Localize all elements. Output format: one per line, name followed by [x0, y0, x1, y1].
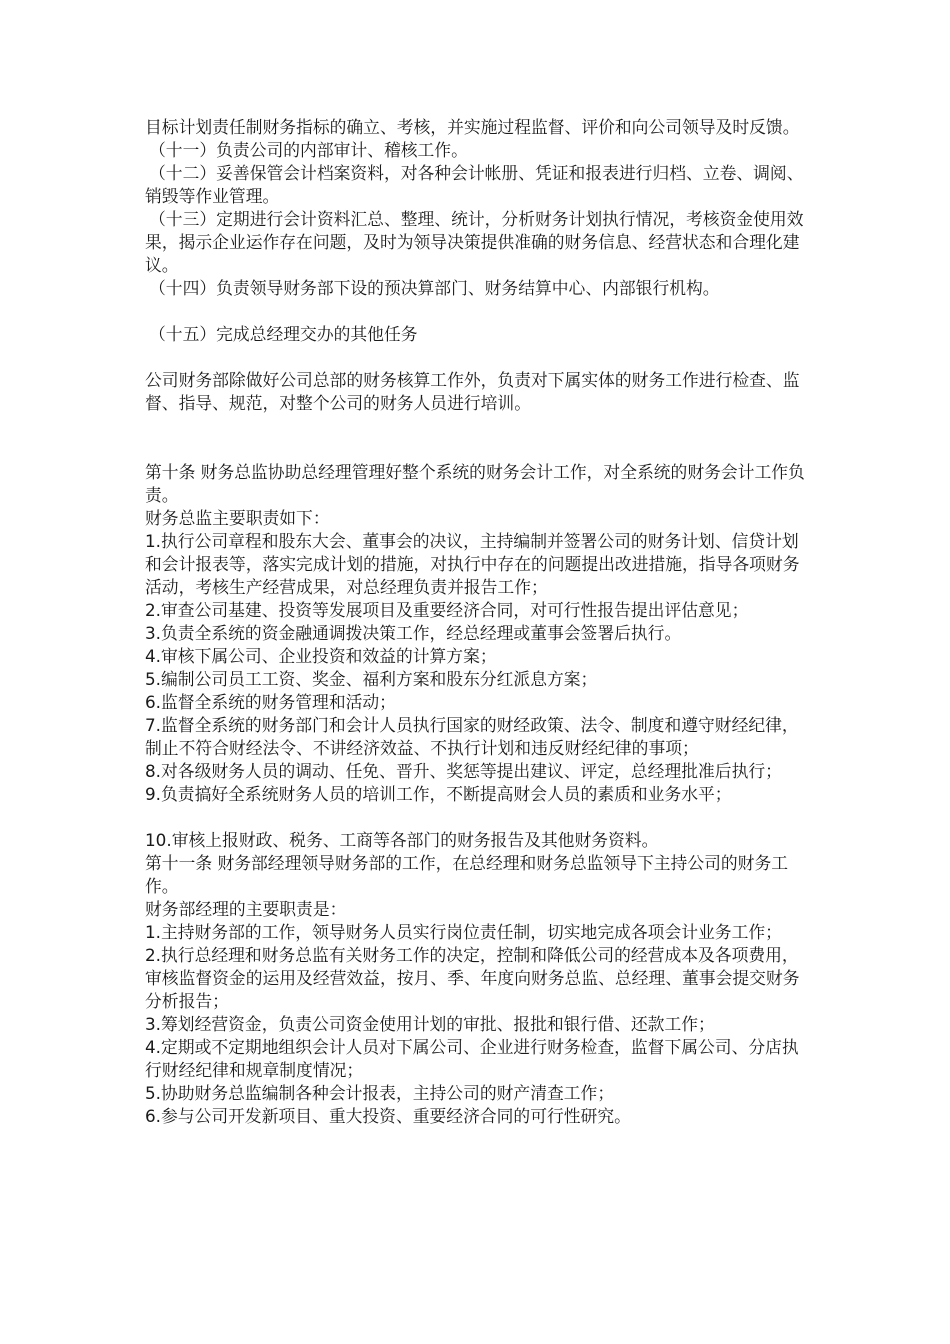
spacer [145, 415, 810, 461]
manager-duty-6: 6.参与公司开发新项目、重大投资、重要经济合同的可行性研究。 [145, 1106, 631, 1126]
manager-duty-3: 3.筹划经营资金，负责公司资金使用计划的审批、报批和银行借、还款工作； [145, 1014, 715, 1034]
manager-duties-intro: 财务部经理的主要职责是： [145, 899, 347, 919]
cfo-duty-5: 5.编制公司员工工资、奖金、福利方案和股东分红派息方案； [145, 669, 598, 689]
paragraph-item-14: （十四）负责领导财务部下设的预决算部门、财务结算中心、内部银行机构。 [149, 278, 720, 298]
cfo-duty-3: 3.负责全系统的资金融通调拨决策工作，经总经理或董事会签署后执行。 [145, 623, 682, 643]
manager-duty-4: 4.定期或不定期地组织会计人员对下属公司、企业进行财务检查，监督下属公司、分店执行财经纪律和规章制度情况； [145, 1037, 799, 1080]
cfo-duties-intro: 财务总监主要职责如下： [145, 508, 330, 528]
paragraph-item-15: （十五）完成总经理交办的其他任务 [149, 324, 418, 344]
document-page [145, 116, 810, 1128]
spacer [145, 806, 810, 829]
article-10-heading: 第十条 财务总监协助总经理管理好整个系统的财务会计工作，对全系统的财务会计工作负责。 [145, 462, 805, 505]
manager-duty-2: 2.执行总经理和财务总监有关财务工作的决定，控制和降低公司的经营成本及各项费用，审核监督资金的运用及经营效益，按月、季、年度向财务总监、总经理、董事会提交财务分析报告； [145, 945, 800, 1011]
cfo-duty-7: 7.监督全系统的财务部门和会计人员执行国家的财经政策、法令、制度和遵守财经纪律，制止不符合财经法令、不讲经济效益、不执行计划和违反财经纪律的事项； [145, 715, 799, 758]
cfo-duty-4: 4.审核下属公司、企业投资和效益的计算方案； [145, 646, 497, 666]
paragraph-item-11: （十一）负责公司的内部审计、稽核工作。 [149, 140, 468, 160]
cfo-duty-8: 8.对各级财务人员的调动、任免、晋升、奖惩等提出建议、评定，总经理批准后执行； [145, 761, 782, 781]
paragraph-summary: 公司财务部除做好公司总部的财务核算工作外，负责对下属实体的财务工作进行检查、监督、指导、规范，对整个公司的财务人员进行培训。 [145, 370, 800, 413]
cfo-duty-6: 6.监督全系统的财务管理和活动； [145, 692, 396, 712]
manager-duty-5: 5.协助财务总监编制各种会计报表，主持公司的财产清查工作； [145, 1083, 615, 1103]
cfo-duty-1: 1.执行公司章程和股东大会、董事会的决议，主持编制并签署公司的财务计划、信贷计划和会计报表等，落实完成计划的措施，对执行中存在的问题提出改进措施，指导各项财务活动，考核生产经营成果，对总经理负责并报告工作； [145, 531, 800, 597]
paragraph-item-13: （十三）定期进行会计资料汇总、整理、统计，分析财务计划执行情况，考核资金使用效果，揭示企业运作存在问题，及时为领导决策提供准确的财务信息、经营状态和合理化建议。 [145, 209, 804, 275]
cfo-duty-2: 2.审查公司基建、投资等发展项目及重要经济合同，对可行性报告提出评估意见； [145, 600, 749, 620]
cfo-duty-9: 9.负责搞好全系统财务人员的培训工作，不断提高财会人员的素质和业务水平； [145, 784, 732, 804]
article-11-heading: 第十一条 财务部经理领导财务部的工作，在总经理和财务总监领导下主持公司的财务工作。 [145, 853, 789, 896]
manager-duty-1: 1.主持财务部的工作，领导财务人员实行岗位责任制，切实地完成各项会计业务工作； [145, 922, 782, 942]
cfo-duty-10: 10.审核上报财政、税务、工商等各部门的财务报告及其他财务资料。 [145, 830, 659, 850]
paragraph-item-12: （十二）妥善保管会计档案资料，对各种会计帐册、凭证和报表进行归档、立卷、调阅、销毁等作业管理。 [145, 163, 804, 206]
paragraph-1: 目标计划责任制财务指标的确立、考核，并实施过程监督、评价和向公司领导及时反馈。 [145, 117, 800, 137]
spacer [145, 346, 810, 369]
spacer [145, 300, 810, 323]
